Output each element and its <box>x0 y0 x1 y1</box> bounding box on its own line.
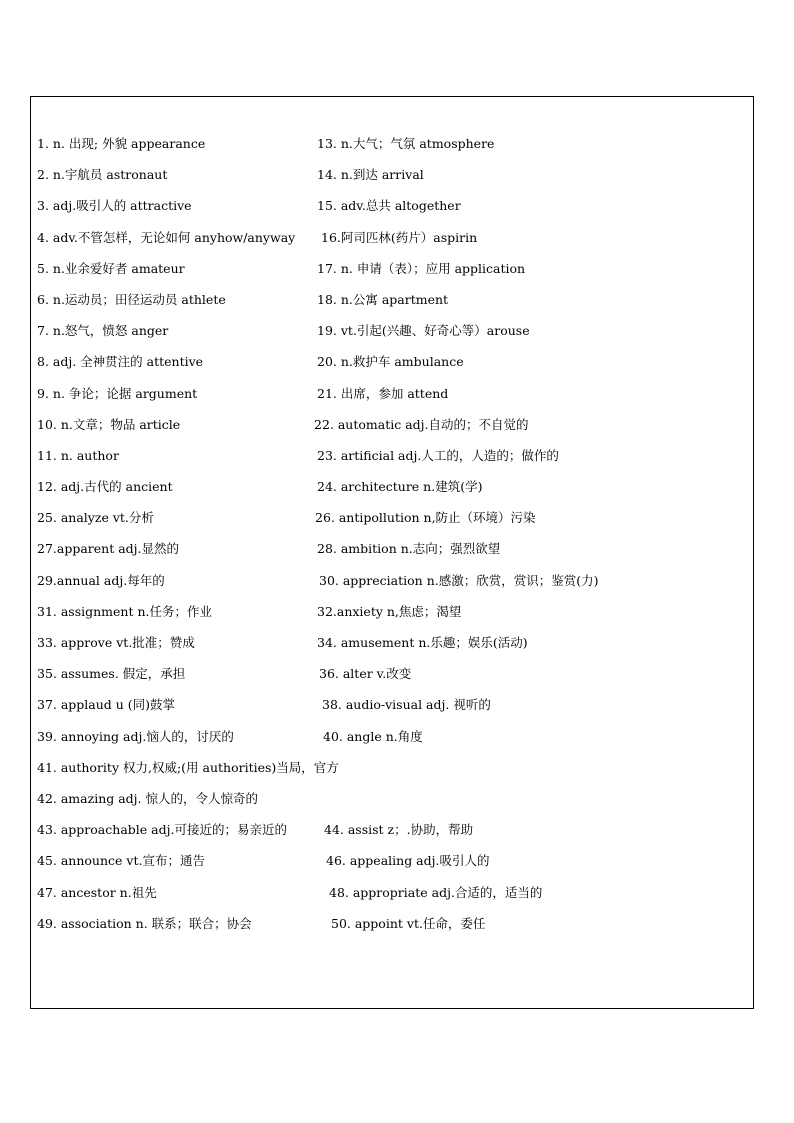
vocab-row <box>37 384 749 415</box>
vocab-row <box>37 508 749 539</box>
vocab-entry: 37. applaud u (同)鼓掌 <box>37 697 176 713</box>
vocab-entry: 20. n.救护车 ambulance <box>317 354 464 370</box>
vocab-entry: 22. automatic adj.自动的；不自觉的 <box>314 416 529 432</box>
vocab-entry: 1. n. 出现; 外貌 appearance <box>37 136 206 151</box>
vocab-entry: 47. ancestor n.祖先 <box>37 884 157 900</box>
vocab-row <box>37 446 749 477</box>
vocab-entry: 9. n. 争论；论据 argument <box>37 385 198 401</box>
vocab-entry: 16.阿司匹林(药片）aspirin <box>321 229 478 245</box>
vocab-entry: 6. n.运动员；田径运动员 athlete <box>37 291 226 307</box>
vocab-entry: 32.anxiety n,焦虑；渴望 <box>317 603 462 619</box>
vocab-row <box>37 134 749 165</box>
vocab-entry: 34. amusement n.乐趣；娱乐(活动) <box>317 635 528 650</box>
vocab-entry: 14. n.到达 arrival <box>317 167 424 183</box>
vocab-entry: 33. approve vt.批准；赞成 <box>37 635 195 650</box>
vocab-entry: 27.apparent adj.显然的 <box>37 541 180 557</box>
vocab-entry: 18. n.公寓 apartment <box>317 291 449 307</box>
vocab-entry: 50. appoint vt.任命，委任 <box>331 915 486 931</box>
vocab-row <box>37 539 749 570</box>
vocab-entry: 44. assist z；.协助，帮助 <box>324 822 474 838</box>
vocab-row <box>37 695 749 726</box>
vocab-entry: 43. approachable adj.可接近的；易亲近的 <box>37 822 287 838</box>
vocab-entry: 12. adj.古代的 ancient <box>37 479 173 495</box>
vocab-entry: 49. association n. 联系；联合；协会 <box>37 915 252 931</box>
vocab-row <box>37 633 749 664</box>
vocab-entry: 41. authority 权力,权威;(用 authorities)当局，官方 <box>37 759 339 775</box>
vocab-entry: 21. 出席，参加 attend <box>317 385 449 401</box>
vocab-entry: 38. audio-visual adj. 视听的 <box>322 697 491 713</box>
vocab-row <box>37 196 749 227</box>
vocab-entry: 10. n.文章；物品 article <box>37 416 181 432</box>
vocab-row <box>37 789 749 820</box>
vocab-row <box>37 602 749 633</box>
vocab-row <box>37 228 749 259</box>
vocab-entry: 2. n.宇航员 astronaut <box>37 167 168 183</box>
vocab-row <box>37 571 749 602</box>
vocab-row <box>37 477 749 508</box>
vocab-entry: 7. n.怒气，愤怒 anger <box>37 323 169 339</box>
vocab-row <box>37 352 749 383</box>
vocab-entry: 24. architecture n.建筑(学) <box>317 479 483 495</box>
vocab-entry: 48. appropriate adj.合适的，适当的 <box>329 884 543 900</box>
vocab-entry: 45. announce vt.宣布；通告 <box>37 853 205 869</box>
vocab-row <box>37 290 749 321</box>
vocab-row <box>37 758 749 789</box>
vocab-row <box>37 415 749 446</box>
vocab-row <box>37 165 749 196</box>
vocab-entry: 13. n.大气；气氛 atmosphere <box>317 136 495 151</box>
vocab-row <box>37 664 749 695</box>
vocab-entry: 4. adv.不管怎样，无论如何 anyhow/anyway <box>37 229 296 245</box>
vocab-entry: 5. n.业余爱好者 amateur <box>37 260 185 276</box>
vocab-row <box>37 914 749 945</box>
vocab-entry: 40. angle n.角度 <box>323 728 423 744</box>
vocab-entry: 35. assumes. 假定，承担 <box>37 666 186 682</box>
vocab-entry: 3. adj.吸引人的 attractive <box>37 198 192 214</box>
vocab-row <box>37 851 749 882</box>
vocab-entry: 19. vt.引起(兴趣、好奇心等）arouse <box>317 323 530 339</box>
vocab-row <box>37 259 749 290</box>
vocabulary-list <box>37 134 749 945</box>
vocab-row <box>37 820 749 851</box>
vocab-entry: 29.annual adj.每年的 <box>37 572 165 588</box>
vocab-row <box>37 727 749 758</box>
vocab-entry: 30. appreciation n.感激；欣赏，赏识；鉴赏(力) <box>319 572 599 588</box>
vocab-entry: 25. analyze vt.分析 <box>37 510 154 526</box>
vocab-row <box>37 321 749 352</box>
vocab-entry: 31. assignment n.任务；作业 <box>37 603 213 619</box>
vocab-entry: 15. adv.总共 altogether <box>317 198 461 214</box>
vocab-entry: 46. appealing adj.吸引人的 <box>326 853 490 869</box>
vocab-entry: 8. adj. 全神贯注的 attentive <box>37 354 204 370</box>
vocab-entry: 17. n. 申请（表）；应用 application <box>317 260 526 276</box>
vocab-entry: 36. alter v.改变 <box>319 666 412 682</box>
vocab-entry: 28. ambition n.志向；强烈欲望 <box>317 541 501 557</box>
vocab-entry: 23. artificial adj.人工的，人造的；做作的 <box>317 447 559 463</box>
vocab-entry: 39. annoying adj.恼人的，讨厌的 <box>37 728 234 744</box>
vocab-row <box>37 883 749 914</box>
vocab-entry: 26. antipollution n,防止（环境）污染 <box>315 510 536 526</box>
vocab-entry: 11. n. author <box>37 447 119 463</box>
vocab-entry: 42. amazing adj. 惊人的，令人惊奇的 <box>37 790 258 806</box>
